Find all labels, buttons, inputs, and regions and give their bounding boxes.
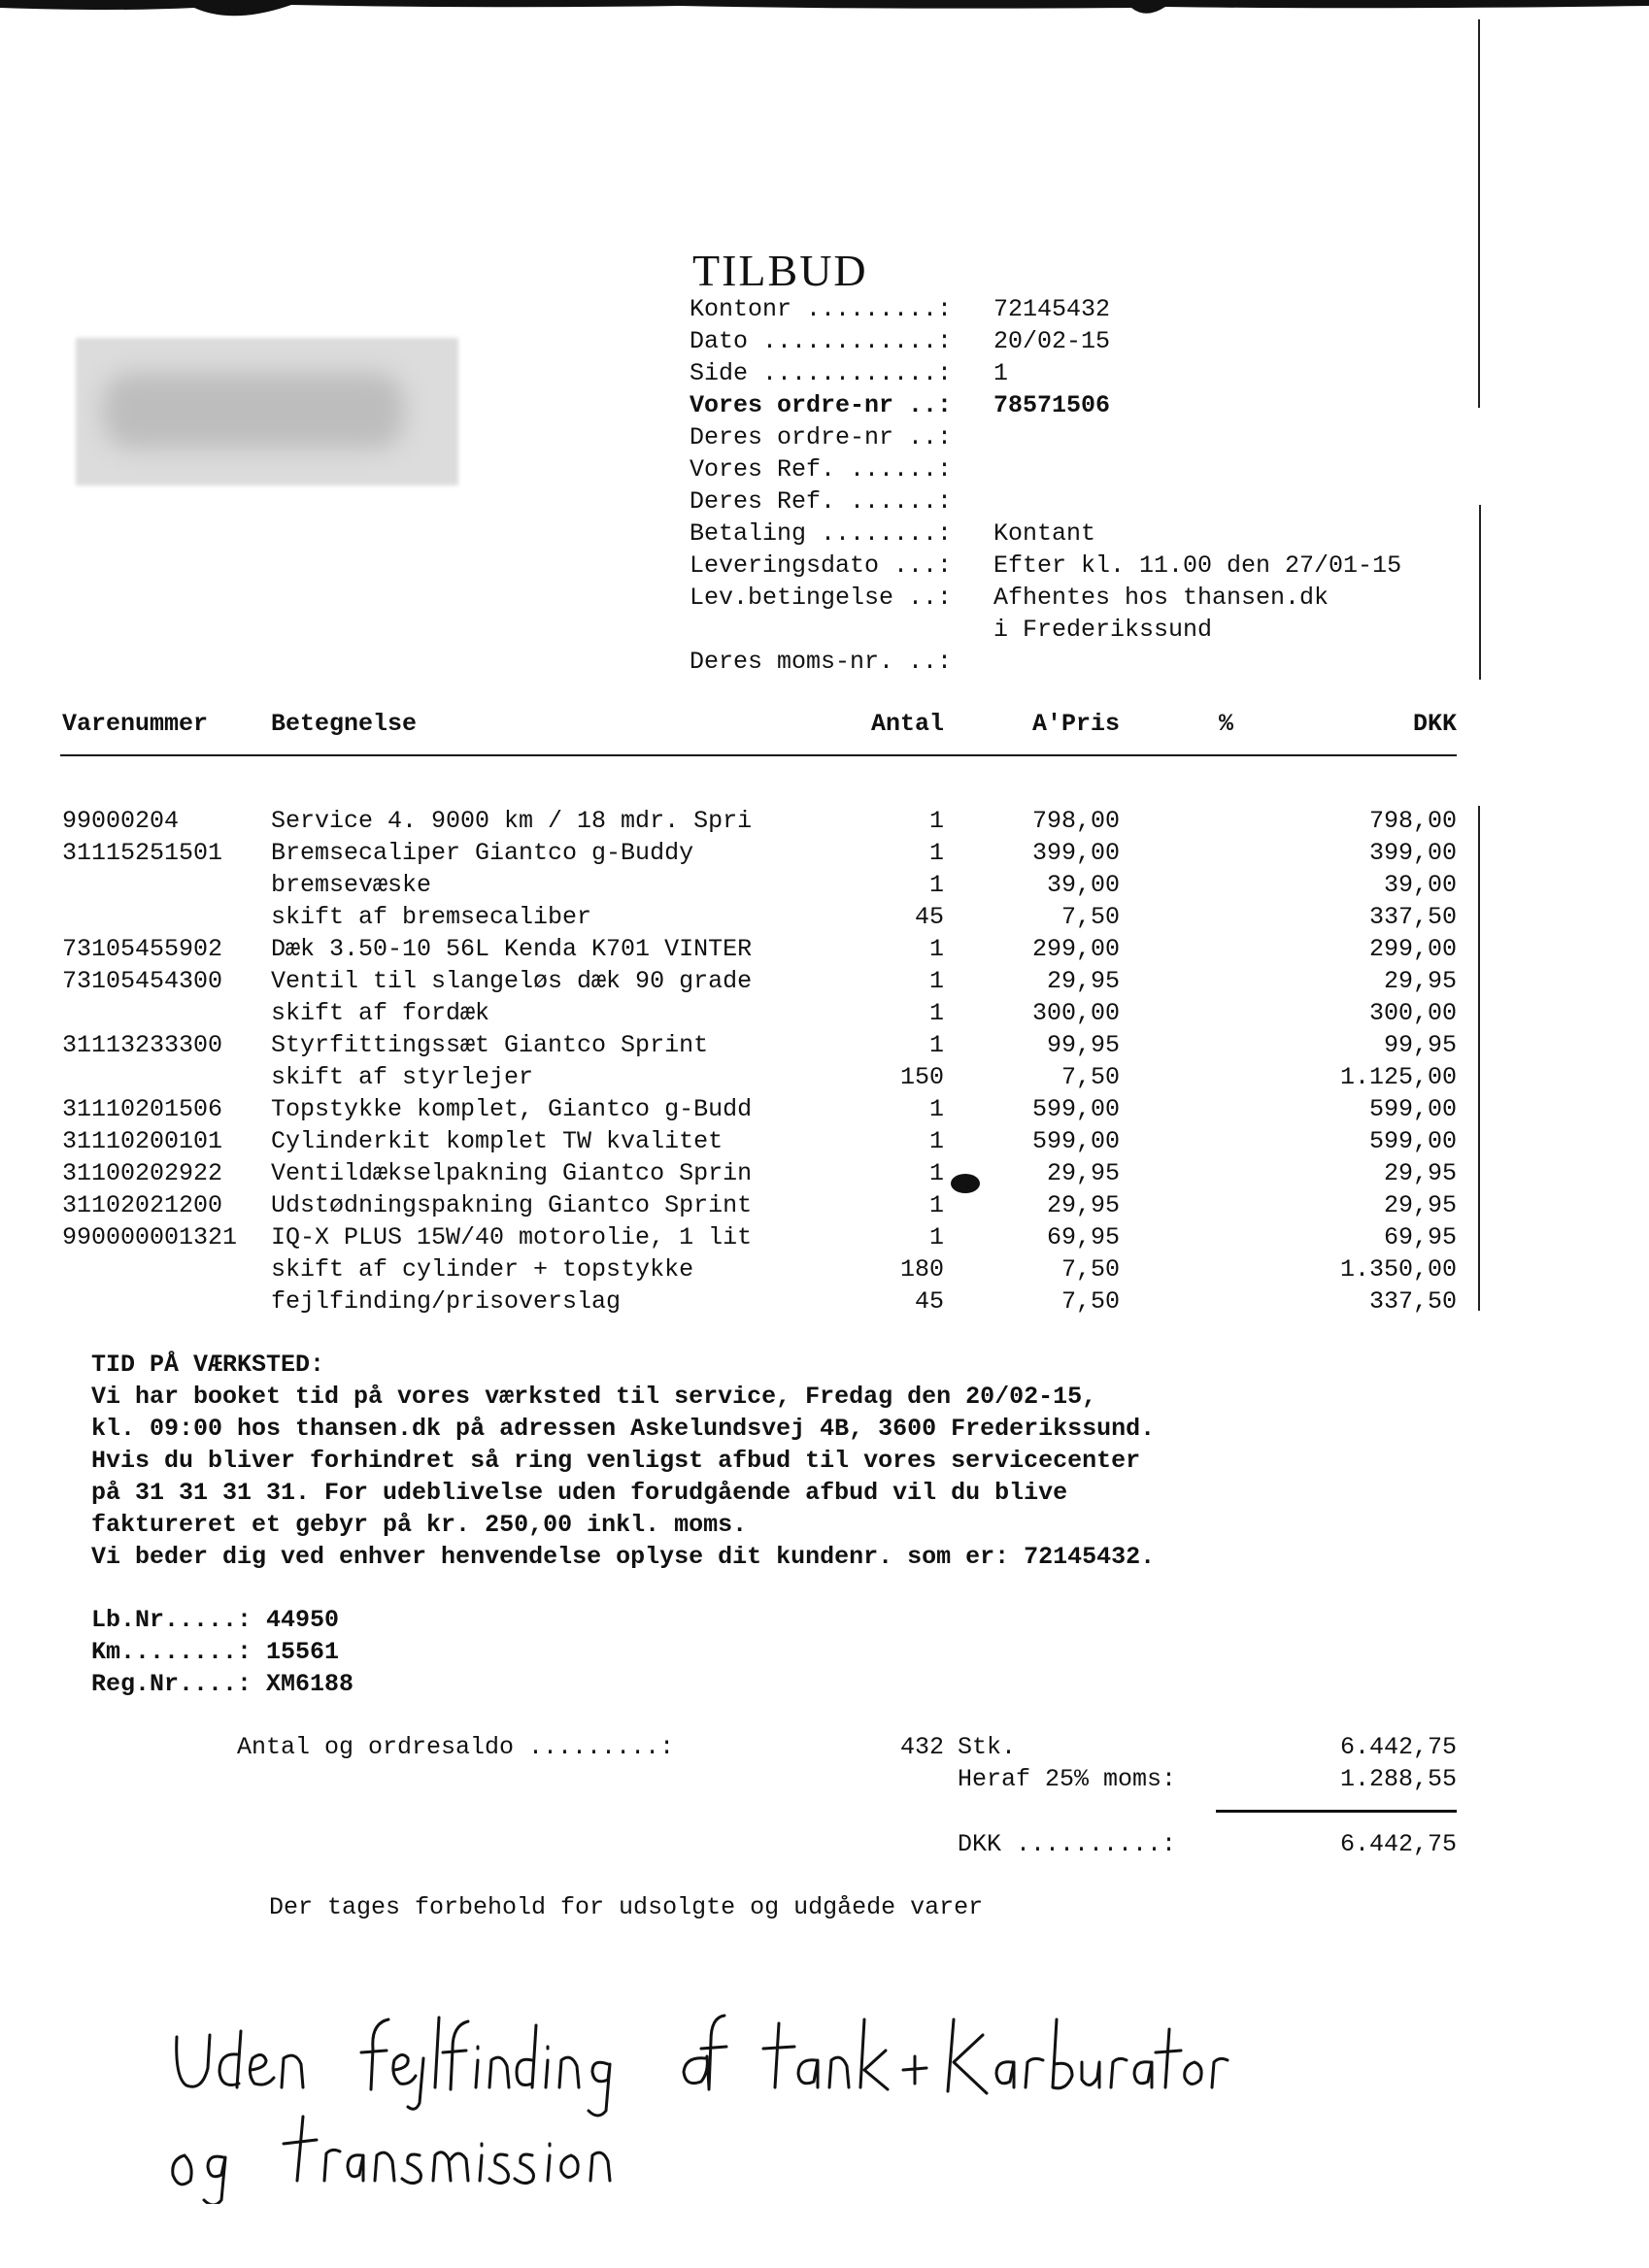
column-header-varenummer: Varenummer xyxy=(62,710,209,738)
field-value: 1 xyxy=(993,359,1009,387)
table-row xyxy=(0,901,1649,933)
item-price: 29,95 xyxy=(1046,967,1120,995)
item-total: 300,00 xyxy=(1368,999,1457,1027)
item-number: 73105454300 xyxy=(62,967,223,995)
item-price: 299,00 xyxy=(1031,935,1120,963)
item-number: 31110201506 xyxy=(62,1095,223,1123)
field-value: i Frederikssund xyxy=(993,616,1213,644)
item-number: 73105455902 xyxy=(62,935,223,963)
item-description: Udstødningspakning Giantco Sprint xyxy=(271,1191,753,1219)
item-quantity: 45 xyxy=(914,903,944,931)
table-row xyxy=(0,869,1649,901)
item-description: Ventil til slangeløs dæk 90 grade xyxy=(271,967,753,995)
item-description: Service 4. 9000 km / 18 mdr. Spri xyxy=(271,807,753,835)
item-quantity: 1 xyxy=(928,967,944,995)
item-total: 599,00 xyxy=(1368,1095,1457,1123)
table-row xyxy=(0,1189,1649,1221)
item-price: 39,00 xyxy=(1046,871,1120,899)
item-number: 31113233300 xyxy=(62,1031,223,1059)
table-row xyxy=(0,965,1649,997)
item-description: skift af styrlejer xyxy=(271,1063,534,1091)
field-value: 20/02-15 xyxy=(993,327,1111,355)
item-quantity: 1 xyxy=(928,999,944,1027)
item-description: IQ-X PLUS 15W/40 motorolie, 1 lit xyxy=(271,1223,753,1251)
item-price: 29,95 xyxy=(1046,1159,1120,1187)
item-number: 990000001321 xyxy=(62,1223,238,1251)
header-field xyxy=(690,582,1329,614)
item-total: 29,95 xyxy=(1383,967,1457,995)
item-description: bremsevæske xyxy=(271,871,432,899)
item-price: 7,50 xyxy=(1060,903,1120,931)
field-label: Lb.Nr.....: xyxy=(91,1606,252,1634)
item-description: Cylinderkit komplet TW kvalitet xyxy=(271,1127,724,1155)
column-header-percent: % xyxy=(1219,710,1234,738)
order-balance: 6.442,75 xyxy=(1339,1733,1457,1761)
field-label: Side ............: xyxy=(690,359,953,387)
header-field xyxy=(690,550,1402,582)
item-quantity: 45 xyxy=(914,1287,944,1316)
item-description: Dæk 3.50-10 56L Kenda K701 VINTER xyxy=(271,935,753,963)
item-total: 399,00 xyxy=(1368,839,1457,867)
item-total: 99,95 xyxy=(1383,1031,1457,1059)
table-row xyxy=(0,1285,1649,1317)
vat-label: Heraf 25% moms: xyxy=(958,1765,1177,1793)
item-total: 1.350,00 xyxy=(1339,1255,1457,1284)
item-total: 1.125,00 xyxy=(1339,1063,1457,1091)
item-number: 31100202922 xyxy=(62,1159,223,1187)
table-row xyxy=(0,997,1649,1029)
field-label: Dato ............: xyxy=(690,327,953,355)
scan-edge-top xyxy=(0,0,1649,21)
item-price: 599,00 xyxy=(1031,1095,1120,1123)
item-total: 299,00 xyxy=(1368,935,1457,963)
order-balance-label: Antal og ordresaldo .........: xyxy=(237,1733,675,1761)
stk-label: Stk. xyxy=(958,1733,1017,1761)
field-label: Km........: xyxy=(91,1638,252,1666)
item-total: 39,00 xyxy=(1383,871,1457,899)
item-description: fejlfinding/prisoverslag xyxy=(271,1287,622,1316)
field-value: 15561 xyxy=(266,1638,340,1666)
item-description: Styrfittingssæt Giantco Sprint xyxy=(271,1031,709,1059)
item-number: 99000204 xyxy=(62,807,180,835)
field-value: 72145432 xyxy=(993,295,1111,323)
table-row xyxy=(0,805,1649,837)
item-price: 7,50 xyxy=(1060,1063,1120,1091)
field-label: Kontonr .........: xyxy=(690,295,953,323)
header-field xyxy=(690,421,953,453)
column-header-antal: Antal xyxy=(870,710,944,738)
item-description: Topstykke komplet, Giantco g-Budd xyxy=(271,1095,753,1123)
header-field xyxy=(690,485,953,517)
field-label: Reg.Nr....: xyxy=(91,1670,252,1698)
item-total: 69,95 xyxy=(1383,1223,1457,1251)
header-field xyxy=(690,325,1111,357)
notice-line: Vi har booket tid på vores værksted til service, Fredag den 20/02-15, xyxy=(91,1383,1097,1411)
column-header-dkk: DKK xyxy=(1412,710,1457,738)
item-quantity: 150 xyxy=(899,1063,944,1091)
item-total: 337,50 xyxy=(1368,1287,1457,1316)
header-field xyxy=(690,293,1111,325)
item-quantity: 1 xyxy=(928,935,944,963)
field-label: Deres ordre-nr ..: xyxy=(690,423,953,451)
item-quantity: 1 xyxy=(928,807,944,835)
item-quantity: 1 xyxy=(928,871,944,899)
item-price: 300,00 xyxy=(1031,999,1120,1027)
header-field xyxy=(690,357,1009,389)
field-label: Vores ordre-nr ..: xyxy=(690,391,953,419)
grand-total: 6.442,75 xyxy=(1339,1830,1457,1858)
field-label: Betaling ........: xyxy=(690,519,953,548)
notice-line: Hvis du bliver forhindret så ring venligst afbud til vores servicecenter xyxy=(91,1447,1141,1475)
item-number: 31115251501 xyxy=(62,839,223,867)
vehicle-km xyxy=(91,1636,339,1668)
table-row xyxy=(0,933,1649,965)
item-quantity: 1 xyxy=(928,839,944,867)
header-field xyxy=(690,646,953,678)
table-row xyxy=(0,1221,1649,1253)
field-label: Leveringsdato ...: xyxy=(690,551,953,580)
item-total: 599,00 xyxy=(1368,1127,1457,1155)
vehicle-lb-nr xyxy=(91,1604,339,1636)
item-quantity: 1 xyxy=(928,1095,944,1123)
item-quantity: 1 xyxy=(928,1031,944,1059)
notice-line: på 31 31 31 31. For udeblivelse uden forudgående afbud vil du blive xyxy=(91,1479,1068,1507)
vat-amount: 1.288,55 xyxy=(1339,1765,1457,1793)
handwritten-note xyxy=(165,2010,1233,2204)
column-header-apris: A'Pris xyxy=(1031,710,1120,738)
item-price: 29,95 xyxy=(1046,1191,1120,1219)
table-row xyxy=(0,1157,1649,1189)
item-price: 599,00 xyxy=(1031,1127,1120,1155)
item-quantity: 1 xyxy=(928,1159,944,1187)
item-quantity: 1 xyxy=(928,1223,944,1251)
item-price: 69,95 xyxy=(1046,1223,1120,1251)
notice-title: TID PÅ VÆRKSTED: xyxy=(91,1351,325,1379)
table-row xyxy=(0,837,1649,869)
document-title: TILBUD xyxy=(692,246,868,295)
table-row xyxy=(0,1061,1649,1093)
item-total: 337,50 xyxy=(1368,903,1457,931)
item-quantity: 1 xyxy=(928,1127,944,1155)
item-total: 798,00 xyxy=(1368,807,1457,835)
redacted-address xyxy=(76,338,458,485)
header-field xyxy=(690,453,953,485)
notice-line: kl. 09:00 hos thansen.dk på adressen Askelundsvej 4B, 3600 Frederikssund. xyxy=(91,1415,1156,1443)
item-price: 7,50 xyxy=(1060,1255,1120,1284)
field-value: Afhentes hos thansen.dk xyxy=(993,584,1329,612)
total-quantity: 432 xyxy=(899,1733,944,1761)
item-total: 29,95 xyxy=(1383,1159,1457,1187)
item-number: 31110200101 xyxy=(62,1127,223,1155)
item-price: 7,50 xyxy=(1060,1287,1120,1316)
notice-line: faktureret et gebyr på kr. 250,00 inkl. moms. xyxy=(91,1511,748,1539)
table-row xyxy=(0,1093,1649,1125)
grand-total-label: DKK ..........: xyxy=(958,1830,1177,1858)
item-total: 29,95 xyxy=(1383,1191,1457,1219)
table-row xyxy=(0,1029,1649,1061)
item-description: Bremsecaliper Giantco g-Buddy xyxy=(271,839,694,867)
header-field xyxy=(690,614,1213,646)
field-label: Deres moms-nr. ..: xyxy=(690,648,953,676)
field-label: Deres Ref. ......: xyxy=(690,487,953,516)
table-row xyxy=(0,1253,1649,1285)
field-value: Efter kl. 11.00 den 27/01-15 xyxy=(993,551,1402,580)
item-price: 99,95 xyxy=(1046,1031,1120,1059)
field-label: Vores Ref. ......: xyxy=(690,455,953,484)
item-number: 31102021200 xyxy=(62,1191,223,1219)
field-value: XM6188 xyxy=(266,1670,354,1698)
field-value: Kontant xyxy=(993,519,1096,548)
header-rule xyxy=(60,754,1457,756)
table-row xyxy=(0,1125,1649,1157)
header-field xyxy=(690,389,1111,421)
item-description: skift af fordæk xyxy=(271,999,490,1027)
total-rule xyxy=(1216,1810,1457,1813)
reservation-note: Der tages forbehold for udsolgte og udgåede varer xyxy=(269,1893,984,1921)
column-header-betegnelse: Betegnelse xyxy=(271,710,418,738)
item-description: skift af cylinder + topstykke xyxy=(271,1255,694,1284)
ink-blot xyxy=(948,1171,983,1198)
item-price: 399,00 xyxy=(1031,839,1120,867)
item-quantity: 180 xyxy=(899,1255,944,1284)
item-quantity: 1 xyxy=(928,1191,944,1219)
header-field xyxy=(690,517,1096,550)
notice-line: Vi beder dig ved enhver henvendelse oplyse dit kundenr. som er: 72145432. xyxy=(91,1543,1156,1571)
item-price: 798,00 xyxy=(1031,807,1120,835)
field-label: Lev.betingelse ..: xyxy=(690,584,953,612)
field-value: 78571506 xyxy=(993,391,1111,419)
item-description: Ventildækselpakning Giantco Sprin xyxy=(271,1159,753,1187)
item-description: skift af bremsecaliber xyxy=(271,903,592,931)
field-value: 44950 xyxy=(266,1606,340,1634)
vehicle-reg-nr xyxy=(91,1668,353,1700)
